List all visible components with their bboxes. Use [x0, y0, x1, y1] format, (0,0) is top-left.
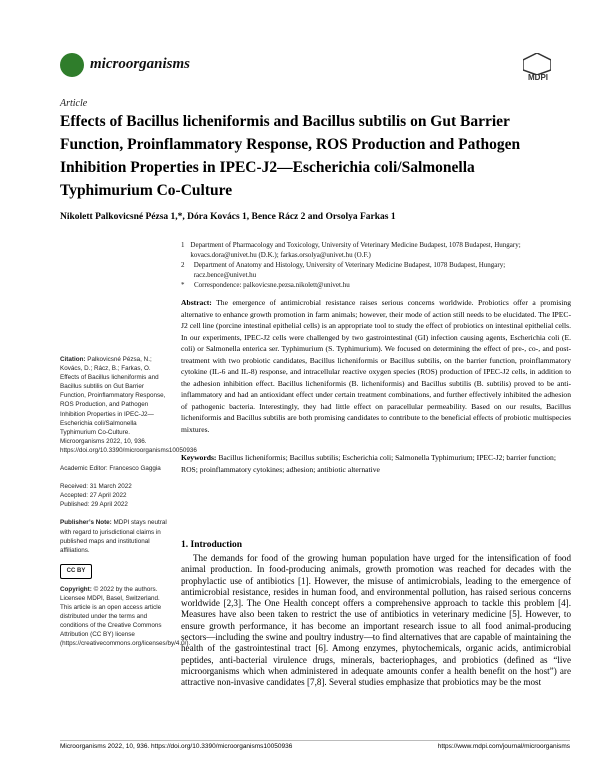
accepted-date: Accepted: 27 April 2022: [60, 492, 127, 500]
affiliation-1: 1 Department of Pharmacology and Toxicology, University of Veterinary Medicine Budapest, 1078 Budapest, Hungary; kovacs.dora@univet.hu (D.K.); farkas.orsolya@univet.hu (O.F.): [181, 241, 521, 259]
intro-text: The demands for food of the growing human population have urged for the intensification of food animal production. In food-producing animals, growth promotion was reached for decades with the prophylactic use of antibiotics [1]. However, the misuse of antimicrobials, leading to the emergence of antimicrobial resistance, resides in human food, and environmental pollution, has raised serious concerns worldwide [2,3]. The One Health concept offers a comprehensive approach to tackle this problem [4]. Measures have also been taken to restrict the use of antibiotics in veterinary medicine [5]. However, to ensure growth performance, it has become an important research issue to all food animal-producing sectors—including the swine and poultry industry—to find alternatives that are capable of maintaining the health of the gastrointestinal tract [6]. Among enzymes, phytochemicals, organic acids, antimicrobial peptides, anti-bacterial virulence drugs, minerals, bacteriophages, and probiotics (defined as “live microorganisms which when administered in adequate amounts confer a health benefit on the host”) are attractive non-invasive candidates [7,8]. Several studies emphasize that probiotics may be the most: [181, 553, 571, 688]
received-date: Received: 31 March 2022: [60, 483, 132, 491]
abstract: Abstract: The emergence of antimicrobial resistance raises serious concerns worldwide. Probiotics offer a promising alternative to enhance growth promotion in farm animals; however, their mode of action still needs to be elucidated. The IPEC-J2 cell line (porcine intestinal epithelial cells) is an appropriate tool to study the effect of probiotics on intestinal epithelial cells. In our experiments, IPEC-J2 cells were challenged by two gastrointestinal (GI) infection causing agents, Escherichia coli (E. coli) or Salmonella enterica ser. Typhimurium (S. Typhimurium). We focused on determining the effect of pre-, co-, and post-treatment with two probiotic candidates, Bacillus licheniformis or Bacillus subtilis, on the barrier function, proinflammatory cytokine (IL-6 and IL-8) response, and intracellular reactive oxygen species (ROS) production of IPEC-J2 cells, in addition to the adhesion inhibition effect. Bacillus licheniformis (B. licheniformis) and Bacillus subtilis (B. subtilis) proved to be anti-inflammatory and had an antioxidant effect under certain treatment combinations, and further effectively inhibited the adhesion of pathogenic bacteria. Interestingly, they had little effect on paracellular permeability. Based on our results, Bacillus licheniformis and Bacillus subtilis are both promising candidates to contribute to the beneficial effects of probiotic multispecies mixtures.: [181, 298, 572, 434]
journal-name: microorganisms: [90, 56, 191, 72]
article-type: Article: [60, 98, 88, 109]
sidebar: Citation: Palkovicsné Pézsa, N.; Kovács, D.; Rácz, B.; Farkas, O. Effects of Bacillus licheniformis and Bacillus subtilis on Gut Barrier Function, Proinflammatory Response, ROS Production, and Pathogen Inhibition Properties in IPEC-J2—Escherichia coli/Salmonella Typhimurium Co-Culture. Microorganisms 2022, 10, 936. https://doi.org/10.3390/microorganisms10050936 Academic Editor: Francesco Gaggia Received: 31 March 2022 Accepted: 27 April 2022 Published: 29 April 2022 Publisher’s Note: MDPI stays neutral with regard to jurisdictional claims in published maps and institutional affiliations. CC BY Copyright: © 2022 by the authors. Licensee MDPI, Basel, Switzerland. This article is an open access article distributed under the terms and conditions of the Creative Commons Attribution (CC BY) license (https://creativecommons.org/licenses/by/4.0/).: [60, 356, 197, 648]
publisher-name: MDPI: [528, 73, 548, 82]
footer-citation: Microorganisms 2022, 10, 936. https://doi.org/10.3390/microorganisms10050936: [60, 743, 293, 750]
affiliation-2: 2 Department of Anatomy and Histology, University of Veterinary Medicine Budapest, 1078 Budapest, Hungary; racz.bence@univet.hu: [181, 261, 506, 279]
published-date: Published: 29 April 2022: [60, 501, 128, 509]
citation: Palkovicsné Pézsa, N.; Kovács, D.; Rácz, B.; Farkas, O. Effects of Bacillus licheniformis and Bacillus subtilis on Gut Barrier Function, Proinflammatory Response, ROS Production, and Pathogen Inhibition Properties in IPEC-J2—Escherichia coli/Salmonella Typhimurium Co-Culture. Microorganisms 2022, 10, 936. https://doi.org/10.3390/microorganisms10050936: [60, 356, 197, 454]
mdpi-logo-icon: [523, 53, 551, 75]
copyright: © 2022 by the authors. Licensee MDPI, Basel, Switzerland. This article is an open access article distributed under the terms and conditions of the Creative Commons Attribution (CC BY) license (https://creativecommons.org/licenses/by/4.0/).: [60, 585, 191, 648]
affiliations: [181, 240, 561, 290]
journal-logo-icon: [60, 53, 84, 77]
publisher-note: MDPI stays neutral with regard to jurisdictional claims in published maps and institutional affiliations.: [60, 519, 167, 554]
page-title: Effects of Bacillus licheniformis and Bacillus subtilis on Gut Barrier Function, Proinflammatory Response, ROS Production and Pathogen Inhibition Properties in IPEC-J2—Escherichia coli/Salmonella Typhimurium Co-Culture: [60, 113, 521, 199]
section-heading: 1. Introduction: [181, 540, 243, 550]
footer-url: https://www.mdpi.com/journal/microorganisms: [437, 743, 570, 750]
correspondence: * Correspondence: palkovicsne.pezsa.nikolett@univet.hu: [181, 281, 350, 289]
cc-by-badge-icon: CC BY: [60, 564, 92, 579]
footer-divider: [60, 740, 570, 741]
authors: Nikolett Palkovicsné Pézsa 1,*, Dóra Kovács 1, Bence Rácz 2 and Orsolya Farkas 1: [60, 212, 396, 222]
academic-editor: Academic Editor: Francesco Gaggia: [60, 465, 161, 473]
keywords: Keywords: Bacillus licheniformis; Bacillus subtilis; Escherichia coli; Salmonella Typhimurium; IPEC-J2; barrier function; ROS; proinflammatory cytokines; adhesion; antibiotic alternative: [181, 453, 556, 474]
